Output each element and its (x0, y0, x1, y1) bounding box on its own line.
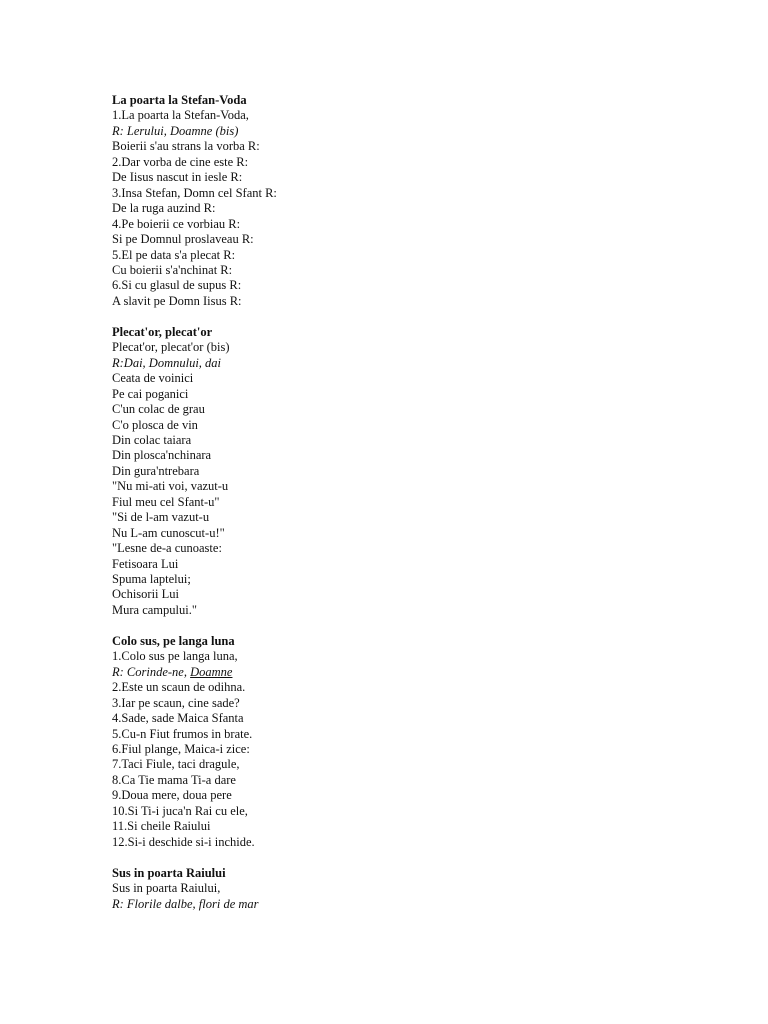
verse-line: Mura campului." (112, 602, 197, 617)
verse-line: 12.Si-i deschide si-i inchide. (112, 834, 255, 849)
verse-line: Ochisorii Lui (112, 587, 180, 602)
verse-line: Din plosca'nchinara (112, 448, 212, 463)
verse-line: Si pe Domnul proslaveau R: (112, 232, 254, 247)
verse-line: "Nu mi-ati voi, vazut-u (112, 479, 229, 494)
verse-line: 2.Este un scaun de odihna. (112, 680, 246, 695)
verse-line: Fetisoara Lui (112, 556, 179, 571)
verse-line: Pe cai poganici (112, 386, 189, 401)
document-page (112, 93, 712, 927)
verse-line: Din gura'ntrebara (112, 463, 200, 478)
verse-line: 6.Si cu glasul de supus R: (112, 278, 242, 293)
verse-line: "Lesne de-a cunoaste: (112, 541, 222, 556)
refrain-line: R: Florile dalbe, flori de mar (112, 896, 259, 911)
refrain-text: R: Corinde-ne, (112, 664, 191, 679)
verse-line: Ceata de voinici (112, 371, 194, 386)
verse-line: Spuma laptelui; (112, 572, 191, 587)
verse-line: 4.Pe boierii ce vorbiau R: (112, 216, 241, 231)
verse-line: Boierii s'au strans la vorba R: (112, 139, 260, 154)
song-title: La poarta la Stefan-Voda (112, 93, 247, 107)
refrain-line: R:Dai, Domnului, dai (112, 355, 222, 370)
verse-line: Cu boierii s'a'nchinat R: (112, 262, 233, 277)
verse-line: 1.Colo sus pe langa luna, (112, 649, 238, 664)
verse-line: 3.Insa Stefan, Domn cel Sfant R: (112, 185, 277, 200)
verse-line: 11.Si cheile Raiului (112, 819, 211, 834)
verse-line: 5.El pe data s'a plecat R: (112, 247, 236, 262)
song-block (112, 325, 712, 619)
verse-line: Fiul meu cel Sfant-u" (112, 494, 220, 509)
verse-line: 4.Sade, sade Maica Sfanta (112, 711, 244, 726)
song-title: Sus in poarta Raiului (112, 865, 226, 880)
song-title: Colo sus, pe langa luna (112, 633, 235, 648)
verse-line: Sus in poarta Raiului, (112, 881, 221, 896)
verse-line: 1.La poarta la Stefan-Voda, (112, 108, 249, 123)
verse-line: 10.Si Ti-i juca'n Rai cu ele, (112, 803, 248, 818)
verse-line: 5.Cu-n Fiut frumos in brate. (112, 726, 253, 741)
verse-line: C'un colac de grau (112, 402, 205, 417)
verse-line: 8.Ca Tie mama Ti-a dare (112, 772, 236, 787)
verse-line: Din colac taiara (112, 432, 192, 447)
verse-line: Nu L-am cunoscut-u!" (112, 525, 225, 540)
verse-line: 6.Fiul plange, Maica-i zice: (112, 742, 250, 756)
verse-line: 9.Doua mere, doua pere (112, 788, 232, 803)
refrain-line (112, 665, 712, 680)
verse-line: De la ruga auzind R: (112, 201, 216, 216)
verse-line: 2.Dar vorba de cine este R: (112, 154, 249, 169)
verse-line: A slavit pe Domn Iisus R: (112, 293, 242, 308)
verse-line: Plecat'or, plecat'or (bis) (112, 340, 230, 355)
refrain-line: R: Lerului, Doamne (bis) (112, 123, 239, 138)
verse-line: 3.Iar pe scaun, cine sade? (112, 695, 240, 710)
song-title: Plecat'or, plecat'or (112, 324, 213, 339)
song-block (112, 634, 712, 850)
underlined-word: Doamne (190, 664, 233, 679)
verse-line: "Si de l-am vazut-u (112, 510, 210, 525)
verse-line: C'o plosca de vin (112, 417, 198, 432)
song-block (112, 866, 712, 912)
verse-line: De Iisus nascut in iesle R: (112, 170, 243, 185)
song-block (112, 93, 712, 309)
verse-line: 7.Taci Fiule, taci dragule, (112, 757, 240, 772)
